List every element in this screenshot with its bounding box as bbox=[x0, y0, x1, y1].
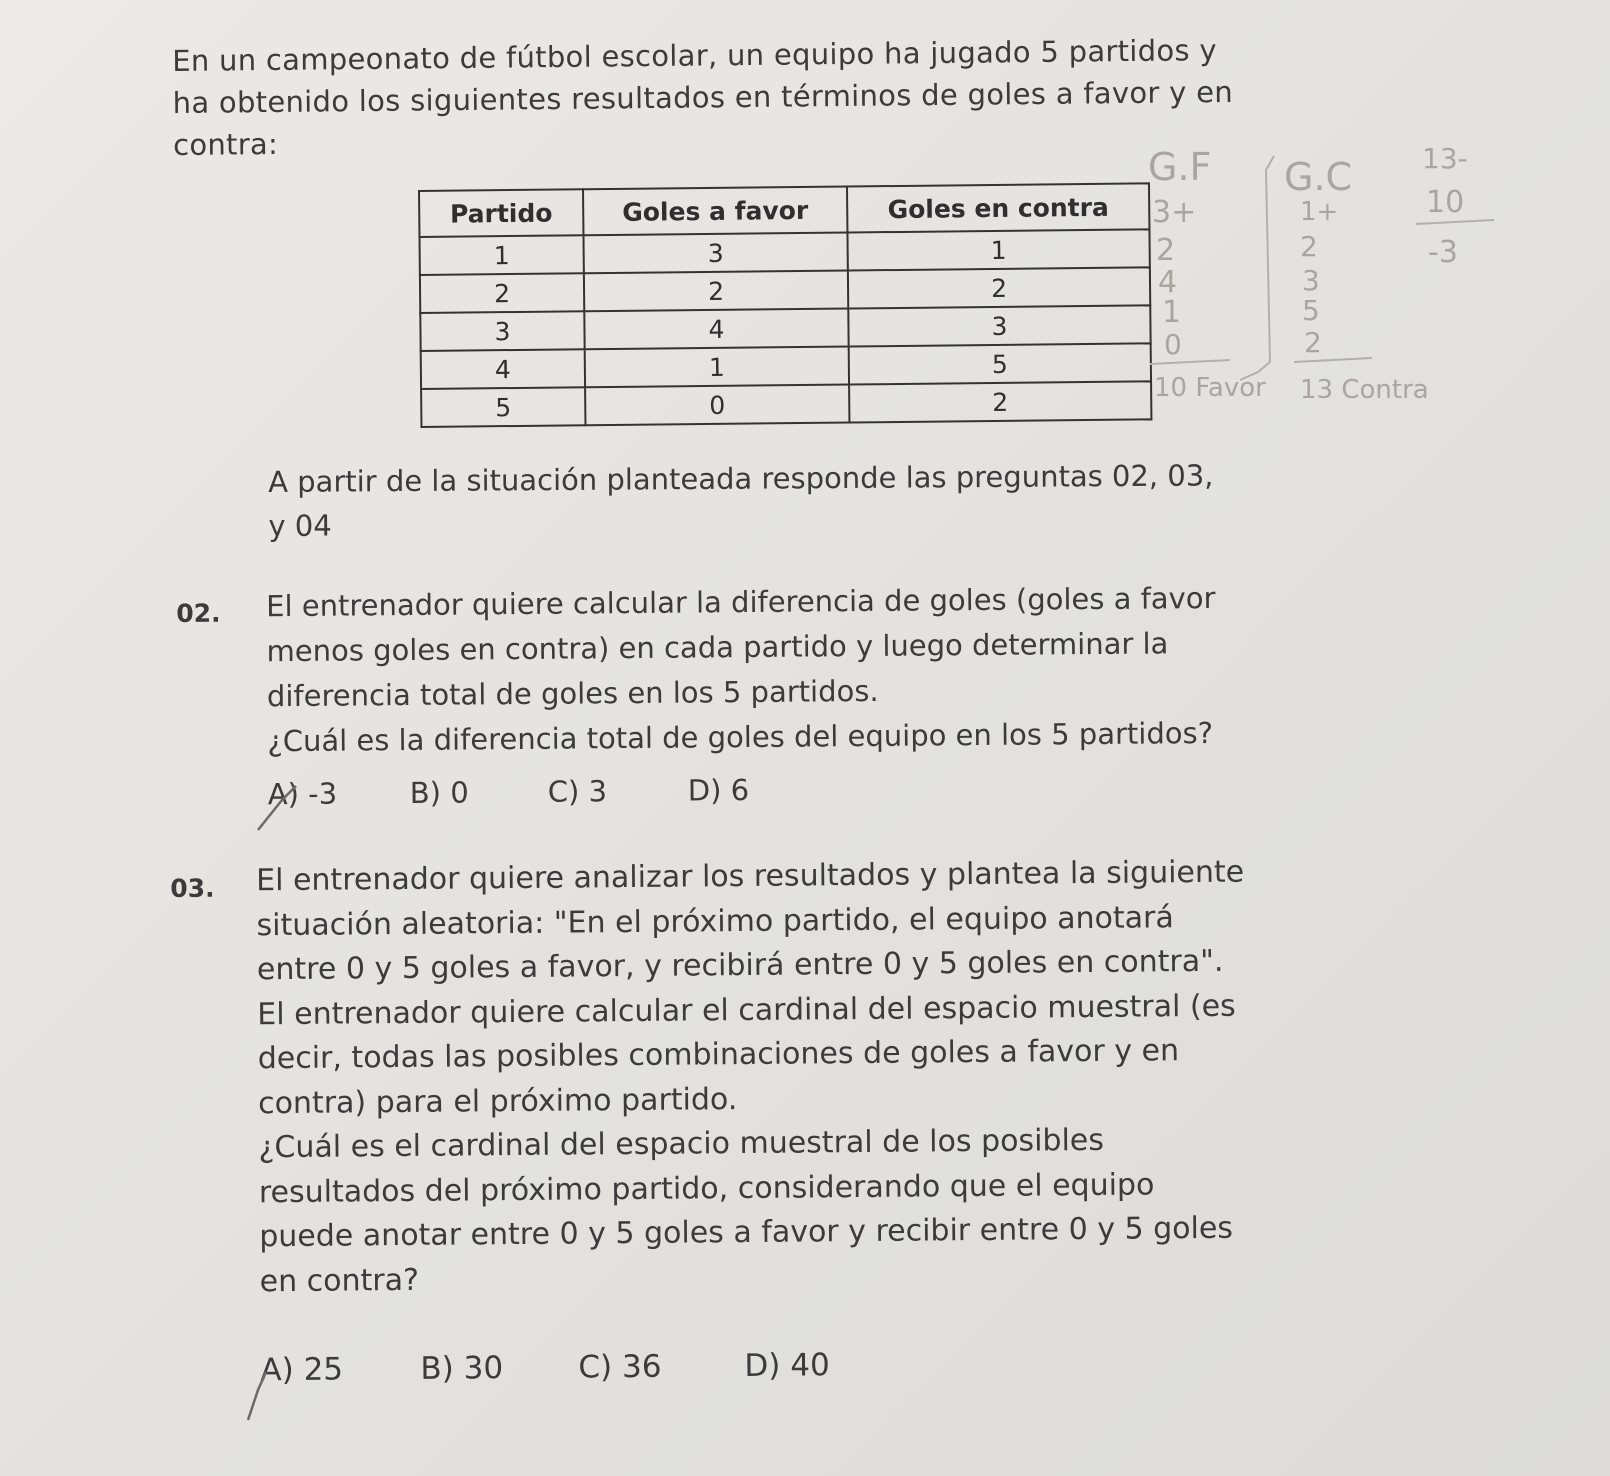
table-cell: 2 bbox=[848, 267, 1150, 308]
table-cell: 2 bbox=[584, 271, 848, 312]
option-a[interactable]: A) -3 bbox=[267, 776, 338, 812]
table-cell: 0 bbox=[585, 384, 849, 425]
hand-sub-mid: 10 bbox=[1426, 185, 1465, 220]
hand-gf-value: 2 bbox=[1156, 233, 1176, 268]
table-cell: 3 bbox=[420, 311, 584, 351]
question-line: entre 0 y 5 goles a favor, y recibirá entre 0 y 5 goles en contra". bbox=[256, 943, 1224, 988]
answer-options bbox=[260, 1338, 1420, 1393]
handwritten-notes bbox=[0, 0, 1610, 430]
question-line: decir, todas las posibles combinaciones de goles a favor y en bbox=[257, 1033, 1180, 1077]
question-03 bbox=[170, 849, 1445, 1394]
hand-sub-line bbox=[1416, 220, 1494, 224]
header-goles-en-contra: Goles en contra bbox=[847, 183, 1149, 232]
option-b[interactable]: B) 30 bbox=[420, 1350, 504, 1387]
question-number: 03. bbox=[170, 873, 215, 903]
intro-line: En un campeonato de fútbol escolar, un equipo ha jugado 5 partidos y bbox=[172, 33, 1217, 78]
hand-gc-value: 3 bbox=[1302, 264, 1320, 297]
table-cell: 1 bbox=[847, 229, 1149, 270]
question-line: ¿Cuál es el cardinal del espacio muestral de los posibles bbox=[258, 1122, 1105, 1166]
lead-line: y 04 bbox=[268, 508, 332, 543]
hand-sub-result: -3 bbox=[1428, 235, 1458, 270]
intro-line: ha obtenido los siguientes resultados en términos de goles a favor y en bbox=[172, 74, 1234, 120]
lead-paragraph bbox=[268, 452, 1429, 548]
question-line: menos goles en contra) en cada partido y luego determinar la bbox=[266, 626, 1169, 669]
hand-gc-value: 1+ bbox=[1300, 197, 1339, 227]
question-line: ¿Cuál es la diferencia total de goles del equipo en los 5 partidos? bbox=[267, 715, 1214, 759]
option-c[interactable]: C) 3 bbox=[547, 774, 608, 809]
hand-gc-value: 5 bbox=[1302, 294, 1320, 327]
question-line: El entrenador quiere calcular el cardinal del espacio muestral (es bbox=[257, 988, 1236, 1032]
option-d[interactable]: D) 6 bbox=[687, 773, 750, 808]
hand-gf-value: 1 bbox=[1162, 295, 1182, 330]
hand-gf-sum-line bbox=[1150, 360, 1230, 364]
table-cell: 4 bbox=[421, 349, 585, 389]
question-02 bbox=[176, 574, 1418, 818]
table-cell: 1 bbox=[585, 346, 849, 387]
hand-bracket bbox=[1240, 156, 1274, 380]
hand-sub-top: 13- bbox=[1422, 142, 1468, 175]
table-cell: 5 bbox=[849, 343, 1151, 384]
hand-gc-header: G.C bbox=[1284, 155, 1353, 199]
option-b[interactable]: B) 0 bbox=[409, 775, 469, 810]
hand-gc-value: 2 bbox=[1300, 230, 1318, 263]
answer-options bbox=[268, 762, 1408, 817]
table-cell: 1 bbox=[419, 235, 583, 275]
hand-gf-header: G.F bbox=[1148, 145, 1212, 189]
question-line: diferencia total de goles en los 5 partidos. bbox=[266, 673, 879, 714]
question-number: 02. bbox=[176, 598, 221, 628]
lead-line: A partir de la situación planteada responde las preguntas 02, 03, bbox=[268, 458, 1214, 499]
hand-gf-value: 0 bbox=[1164, 328, 1182, 361]
table-cell: 5 bbox=[421, 387, 585, 427]
option-d[interactable]: D) 40 bbox=[744, 1347, 830, 1385]
question-line: situación aleatoria: "En el próximo partido, el equipo anotará bbox=[256, 899, 1174, 943]
question-line: en contra? bbox=[259, 1262, 420, 1299]
hand-gc-total: 13 Contra bbox=[1300, 375, 1429, 405]
table-cell: 3 bbox=[848, 305, 1150, 346]
table-cell: 2 bbox=[849, 381, 1151, 422]
header-partido: Partido bbox=[419, 189, 583, 237]
question-line: contra) para el próximo partido. bbox=[257, 1081, 738, 1121]
hand-gc-value: 2 bbox=[1304, 326, 1322, 359]
header-goles-a-favor: Goles a favor bbox=[583, 187, 847, 236]
intro-line: contra: bbox=[172, 126, 279, 162]
table-cell: 3 bbox=[583, 233, 847, 274]
question-text bbox=[266, 574, 1408, 817]
option-a[interactable]: A) 25 bbox=[260, 1351, 344, 1389]
option-c[interactable]: C) 36 bbox=[578, 1348, 662, 1386]
hand-gf-total: 10 Favor bbox=[1154, 373, 1266, 403]
question-line: resultados del próximo partido, considerando que el equipo bbox=[258, 1166, 1155, 1210]
table-cell: 2 bbox=[420, 273, 584, 313]
question-line: El entrenador quiere analizar los resultados y plantea la siguiente bbox=[256, 854, 1245, 899]
question-line: puede anotar entre 0 y 5 goles a favor y recibir entre 0 y 5 goles bbox=[259, 1210, 1234, 1255]
table-cell: 4 bbox=[584, 309, 848, 350]
question-line: El entrenador quiere calcular la diferencia de goles (goles a favor bbox=[266, 580, 1216, 624]
hand-gf-value: 4 bbox=[1158, 265, 1178, 300]
hand-gf-value: 3+ bbox=[1152, 195, 1197, 230]
question-text bbox=[256, 849, 1421, 1393]
